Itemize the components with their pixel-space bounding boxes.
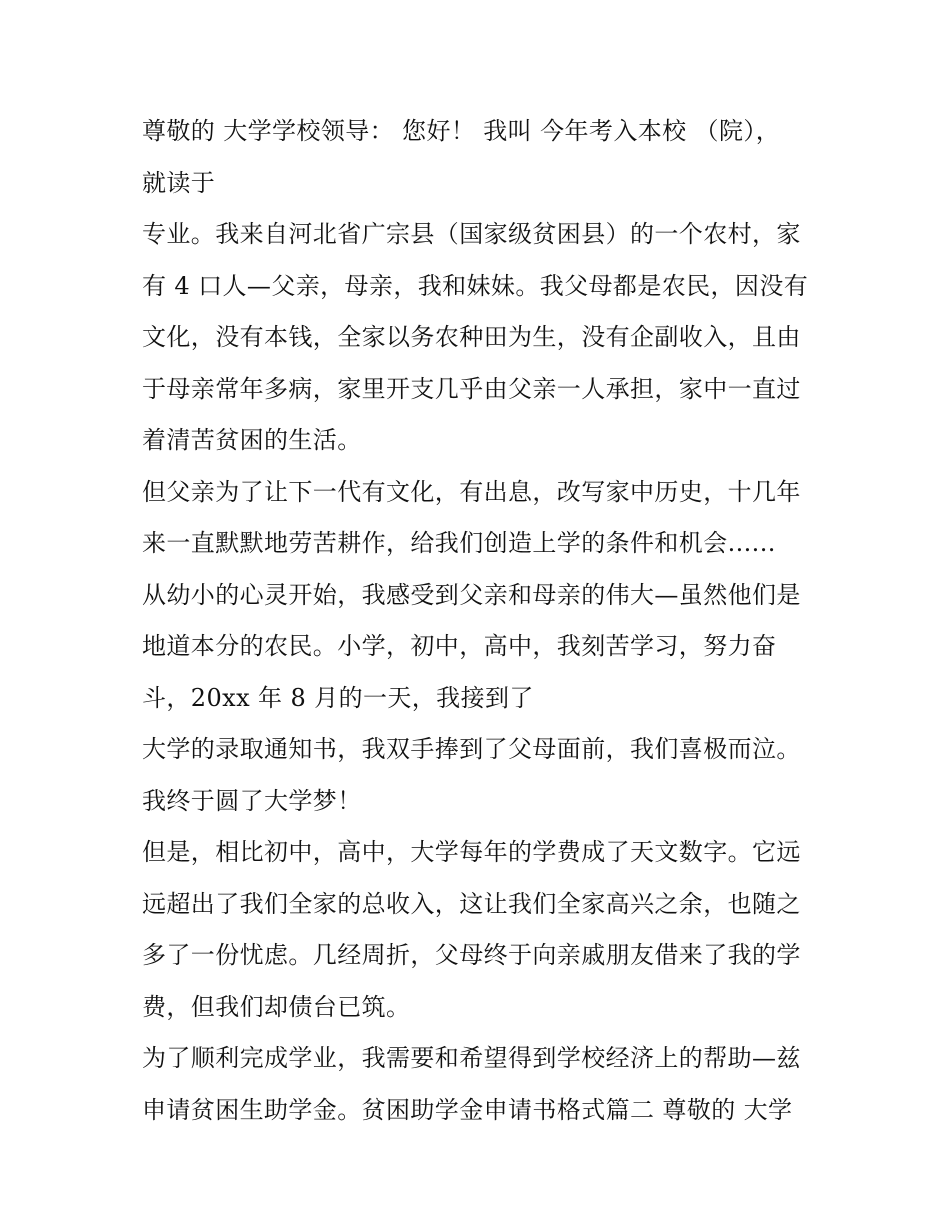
letter-body [142, 106, 822, 1136]
text-line: 于母亲常年多病，家里开支几乎由父亲一人承担，家中一直过 [142, 374, 801, 403]
text-line: 斗，20xx 年 8 月的一天，我接到了 [142, 683, 534, 712]
text-line: 来一直默默地劳苦耕作，给我们创造上学的条件和机会...... [142, 529, 776, 557]
text-line: 地道本分的农民。小学，初中，高中，我刻苦学习，努力奋 [142, 632, 777, 660]
text-line: 多了一份忧虑。几经周折，父母终于向亲戚朋友借来了我的学 [142, 941, 801, 969]
text-line: 着清苦贫困的生活。 [142, 426, 362, 454]
text-line: 专业。我来自河北省广宗县（国家级贫困县）的一个农村，家 [142, 220, 801, 248]
text-line: 但是，相比初中，高中，大学每年的学费成了天文数字。它远 [142, 838, 801, 866]
text-line: 申请贫困生助学金。贫困助学金申请书格式篇二 尊敬的 大学 [142, 1095, 793, 1124]
text-line: 大学的录取通知书，我双手捧到了父母面前，我们喜极而泣。 [142, 735, 801, 763]
text-line: 远超出了我们全家的总收入，这让我们全家高兴之余，也随之 [142, 889, 801, 918]
text-line: 从幼小的心灵开始，我感受到父亲和母亲的伟大—虽然他们是 [142, 580, 801, 609]
text-line: 为了顺利完成学业，我需要和希望得到学校经济上的帮助—兹 [142, 1044, 801, 1072]
text-line: 有 4 口人—父亲，母亲，我和妹妹。我父母都是农民，因没有 [142, 271, 809, 300]
text-line: 但父亲为了让下一代有文化，有出息，改写家中历史，十几年 [142, 477, 801, 506]
text-line: 就读于 [142, 168, 216, 197]
text-line: 我终于圆了大学梦！ [142, 786, 362, 815]
text-line: 尊敬的 大学学校领导： 您好！ 我叫 今年考入本校 （院）， [142, 117, 781, 145]
text-line: 文化，没有本钱，全家以务农种田为生，没有企副收入，且由 [142, 323, 801, 351]
text-line: 费，但我们却债台已筑。 [142, 992, 411, 1021]
